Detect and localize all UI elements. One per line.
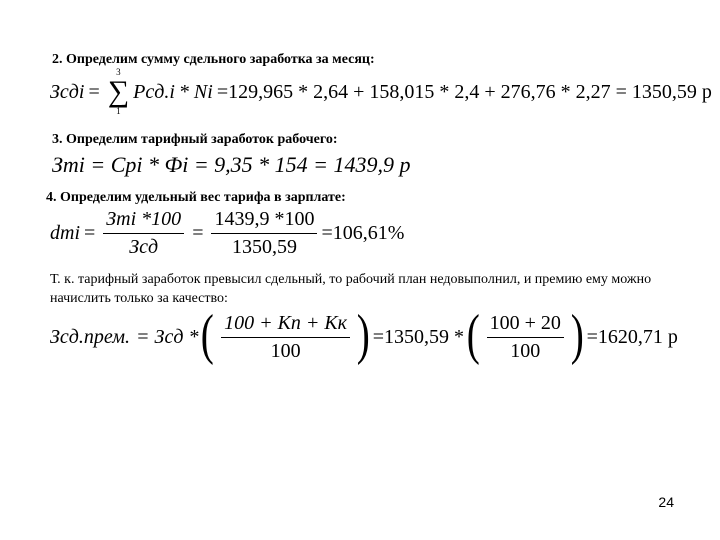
formula1-rhs: =129,965 * 2,64 + 158,015 * 2,4 + 276,76 * 2,27 = 1350,59 р <box>216 80 712 103</box>
left-paren-2: ( <box>466 303 480 366</box>
formula4-mid: = Зсд * <box>136 326 199 348</box>
sum-lower-limit: 1 <box>116 106 121 116</box>
conclusion-paragraph: Т. к. тарифный заработок превысил сдельный, то рабочий план недовыполнил, и премию ему можно начислить только за качество: <box>50 272 652 306</box>
formula-bonus-earnings <box>50 303 678 366</box>
formula1-lhs: Зсдi <box>50 80 85 103</box>
formula4-mid2: =1350,59 * <box>372 326 464 348</box>
formula4-result: =1620,71 р <box>586 326 678 348</box>
fraction-numeric <box>211 208 317 259</box>
fraction-tariff-over-piecework <box>103 208 184 259</box>
formula1-eq: = <box>88 80 100 103</box>
frac4-denominator: 100 <box>510 340 541 362</box>
formula3-result: =106,61% <box>321 222 405 244</box>
left-paren-1: ( <box>201 303 215 366</box>
frac2-denominator: 1350,59 <box>231 236 297 258</box>
frac2-numerator: 1439,9 *100 <box>211 208 317 234</box>
formula-tariff-share: dтi = $\frac{\text{Зтi *100}}{\text{Зсд}}$ = $\frac{1439,9 *100}{1350,59}$ =106,61% <box>50 208 405 258</box>
formula4-lhs: Зсд.прем. <box>50 326 131 348</box>
frac3-denominator: 100 <box>270 340 301 362</box>
sum-upper-limit: 3 <box>116 67 121 77</box>
right-paren-2: ) <box>570 303 584 366</box>
frac4-numerator: 100 + 20 <box>487 312 564 338</box>
formula3-lhs: dтi <box>50 222 80 244</box>
formula1-times-n: * Ni <box>178 80 213 103</box>
heading-step-4: 4. Определим удельный вес тарифа в зарплате: <box>46 190 346 205</box>
heading-step-3: 3. Определим тарифный заработок рабочего: <box>52 132 338 147</box>
formula-piecework-sum <box>50 68 712 116</box>
heading-step-2: 2. Определим сумму сдельного заработка за месяц: <box>52 52 375 67</box>
formula2-text: Зтi = Cpi * Фi = 9,35 * 154 = 1439,9 р <box>52 152 411 177</box>
fraction-bonus-coeffs <box>221 312 350 363</box>
formula-tariff-earnings <box>52 152 411 178</box>
frac1-denominator: Зсд <box>129 236 159 258</box>
formula1-term: Pсд.i <box>133 80 175 103</box>
sum-operator <box>108 68 129 116</box>
sigma-symbol: ∑ <box>107 75 130 108</box>
right-paren-1: ) <box>356 303 370 366</box>
fraction-bonus-numeric <box>487 312 564 363</box>
frac1-numerator: Зтi *100 <box>103 208 184 234</box>
page-number: 24 <box>658 494 674 510</box>
frac3-numerator: 100 + Кп + Кк <box>221 312 350 338</box>
